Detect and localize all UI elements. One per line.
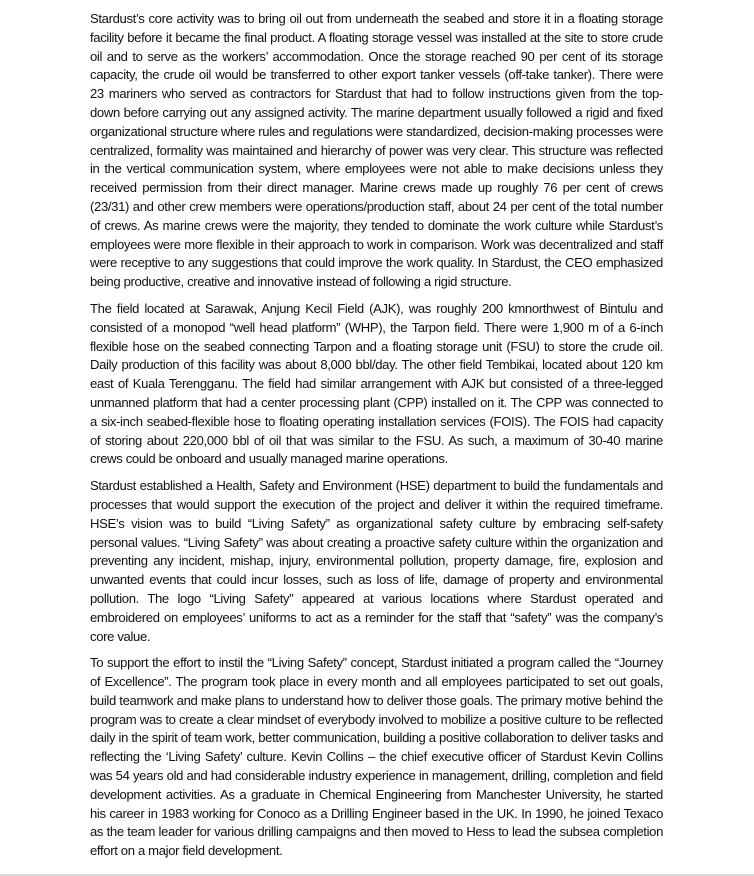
document-page [90,10,663,869]
paragraph-journey-of-excellence: To support the effort to instil the “Living Safety” concept, Stardust initiated a program called the “Journey of Excellence”. The program took place in every month and all employees participated to set out goals, build teamwork and make plans to understand how to deliver those goals. The primary motive behind the program was to create a clear mindset of everybody involved to mobilize a positive culture to be reflected daily in the spirit of team work, better communication, building a positive collaboration to deliver tasks and reflecting the ‘Living Safety’ culture. Kevin Collins – the chief executive officer of Stardust Kevin Collins was 54 years old and had considerable industry experience in management, drilling, completion and field development activities. As a graduate in Chemical Engineering from Manchester University, he started his career in 1983 working for Conoco as a Drilling Engineer based in the UK. In 1990, he joined Texaco as the team leader for various drilling campaigns and then moved to Hess to lead the subsea completion effort on a major field development. [90,655,663,859]
paragraph-core-activity: Stardust’s core activity was to bring oil out from underneath the seabed and store it in a floating storage facility before it became the final product. A floating storage vessel was installed at the site to store crude oil and to serve as the workers’ accommodation. Once the storage reached 90 per cent of its storage capacity, the crude oil would be transferred to other export tanker vessels (off-take tanker). There were 23 mariners who served as contractors for Stardust that had to follow instructions given from the top-down before carrying out any assigned activity. The marine department usually followed a rigid and fixed organizational structure where rules and regulations were standardized, decision-making processes were centralized, formality was maintained and hierarchy of power was very clear. This structure was reflected in the vertical communication system, where employees were not able to make decisions unless they received permission from their direct manager. Marine crews made up roughly 76 per cent of crews (23/31) and other crew members were operations/production staff, about 24 per cent of the total number of crews. As marine crews were the majority, they tended to dominate the work culture while Stardust’s employees were more flexible in their approach to work in comparison. Work was decentralized and staff were receptive to any suggestions that could improve the work quality. In Stardust, the CEO emphasized being productive, creative and innovative instead of following a rigid structure. [90,11,663,290]
paragraph-hse-department: Stardust established a Health, Safety and Environment (HSE) department to build the fundamentals and processes that would support the execution of the project and deliver it within the required timeframe. HSE’s vision was to build “Living Safety” as organizational safety culture by embracing self-safety personal values. “Living Safety” was about creating a proactive safety culture within the organization and preventing any incident, mishap, injury, environmental pollution, property damage, fire, explosion and unwanted events that could incur losses, such as loss of life, damage of property and environmental pollution. The logo “Living Safety” appeared at various locations where Stardust operated and embroidered on employees’ uniforms to act as a reminder for the staff that “safety” was the company’s core value. [90,478,663,644]
paragraph-field-location: The field located at Sarawak, Anjung Kecil Field (AJK), was roughly 200 kmnorthwest of Bintulu and consisted of a monopod “well head platform” (WHP), the Tarpon field. There were 1,900 m of a 6-inch flexible hose on the seabed connecting Tarpon and a floating storage unit (FSU) to store the crude oil. Daily production of this facility was about 8,000 bbl/day. The other field Tembikai, located about 120 km east of Kuala Terengganu. The field had similar arrangement with AJK but consisted of a three-legged unmanned platform that had a center processing plant (CPP) installed on it. The CPP was connected to a six-inch seabed-flexible hose to floating operating installation services (FOIS). The FOIS had capacity of storing about 220,000 bbl of oil that was similar to the FSU. As such, a maximum of 30-40 marine crews could be onboard and usually managed marine operations. [90,300,663,467]
